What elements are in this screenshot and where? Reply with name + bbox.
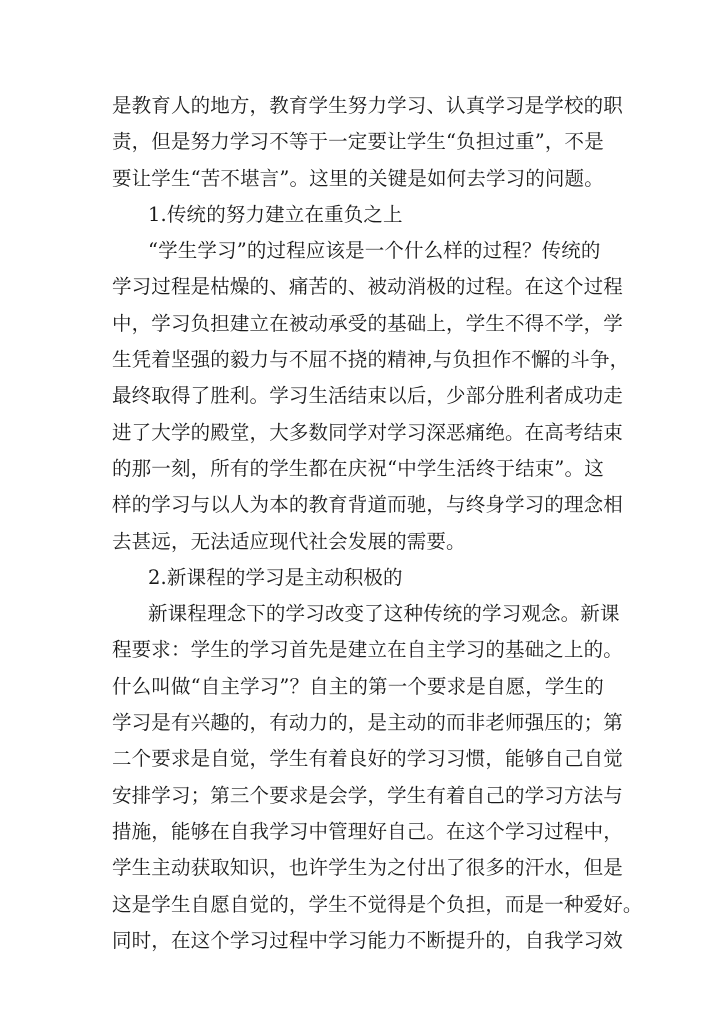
text-line: 中，学习负担建立在被动承受的基础上，学生不得不学，学 [112,311,623,335]
text-line: 去甚远，无法适应现代社会发展的需要。 [112,529,466,553]
section-heading-2: 2.新课程的学习是主动积极的 [148,565,403,589]
section-heading-1: 1.传统的努力建立在重负之上 [148,202,403,226]
text-line: 责，但是努力学习不等于一定要让学生“负担过重”，不是 [112,130,604,154]
body-text [112,88,643,959]
text-line: 生凭着坚强的毅力与不屈不挠的精神,与负担作不懈的斗争， [112,348,630,372]
text-line: 安排学习；第三个要求是会学，学生有着自己的学习方法与 [112,783,623,807]
text-line: 什么叫做“自主学习”？自主的第一个要求是自愿，学生的 [112,674,604,698]
text-line: 学习是有兴趣的，有动力的，是主动的而非老师强压的；第 [112,711,623,735]
text-line: 这是学生自愿自觉的，学生不觉得是个负担，而是一种爱好。 [112,892,643,916]
text-line: 学习过程是枯燥的、痛苦的、被动消极的过程。在这个过程 [112,275,623,299]
text-line: 措施，能够在自我学习中管理好自己。在这个学习过程中， [112,819,623,843]
text-line: 样的学习与以人为本的教育背道而驰，与终身学习的理念相 [112,493,623,517]
text-line: 的那一刻，所有的学生都在庆祝“中学生活终于结束”。这 [112,456,604,480]
text-line: 同时，在这个学习过程中学习能力不断提升的，自我学习效 [112,928,623,952]
text-line: 学生主动获取知识，也许学生为之付出了很多的汗水，但是 [112,856,623,880]
text-line: “学生学习”的过程应该是一个什么样的过程？传统的 [148,239,601,263]
text-line: 要让学生“苦不堪言”。这里的关键是如何去学习的问题。 [112,166,604,190]
text-line: 程要求：学生的学习首先是建立在自主学习的基础之上的。 [112,638,623,662]
text-line: 是教育人的地方，教育学生努力学习、认真学习是学校的职 [112,94,623,117]
text-line: 新课程理念下的学习改变了这种传统的学习观念。新课 [148,602,620,626]
text-line: 进了大学的殿堂，大多数同学对学习深恶痛绝。在高考结束 [112,420,623,444]
text-line: 二个要求是自觉，学生有着良好的学习习惯，能够自己自觉 [112,747,623,771]
text-line: 最终取得了胜利。学习生活结束以后，少部分胜利者成功走 [112,384,623,408]
